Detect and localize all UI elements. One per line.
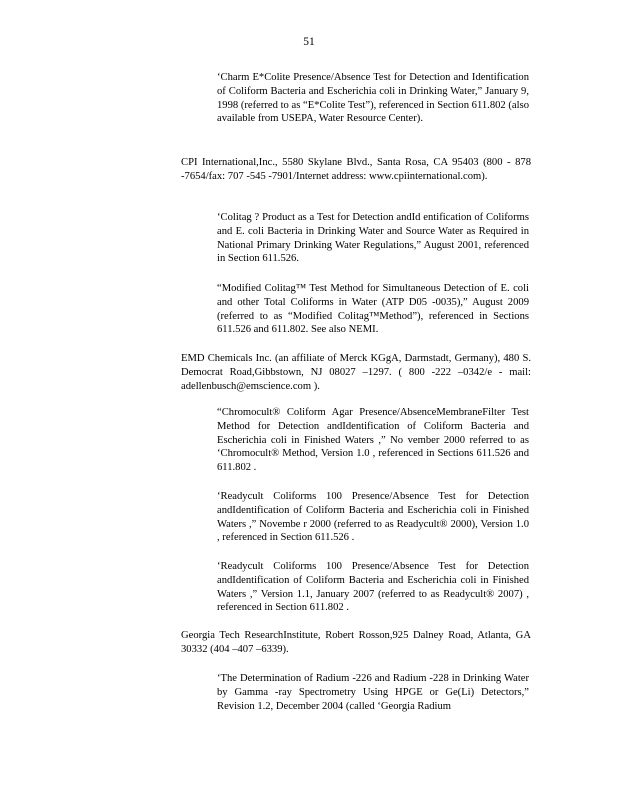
organization-cpi-international: CPI International,Inc., 5580 Skylane Blvd., Santa Rosa, CA 95403 (800 - 878 -7654/fax: 707 -545 -7901/Internet address: www.cpiinternational.com).: [181, 157, 531, 182]
organization-georgia-tech: Georgia Tech ResearchInstitute, Robert Rosson,925 Dalney Road, Atlanta, GA 30332 (404 –407 –6339).: [181, 630, 531, 655]
reference-entry-colitag: ‘Colitag ? Product as a Test for Detection andId entification of Coliforms and E. coli Bacteria in Drinking Water and Source Water as Required in National Primary Drinking Water Regulations,” August 2001, referenced in Section 611.526.: [217, 212, 529, 265]
page-number: 51: [303, 36, 315, 48]
reference-entry-readycult-2000: ‘Readycult Coliforms 100 Presence/Absence Test for Detection andIdentification of Coliform Bacteria and Escherichia coli in Finished Waters ,” Novembe r 2000 (referred to as Readycult® 2000), Version 1.0 , referenced in Section 611.526 .: [217, 491, 529, 544]
organization-emd-chemicals: EMD Chemicals Inc. (an affiliate of Merck KGgA, Darmstadt, Germany), 480 S. Democrat Road,Gibbstown, NJ 08027 –1297. ( 800 -222 –0342/e - mail: adellenbusch@emscience.com ).: [181, 353, 531, 392]
reference-entry-modified-colitag: “Modified Colitag™ Test Method for Simultaneous Detection of E. coli and other Total Coliforms in Water (ATP D05 -0035),” August 2009 (referred to as “Modified Colitag™Method”), referenced in Sections 611.526 and 611.802. See also NEMI.: [217, 283, 529, 336]
reference-entry-ecolite: ‘Charm E*Colite Presence/Absence Test for Detection and Identification of Coliform Bacteria and Escherichia coli in Drinking Water,” January 9, 1998 (referred to as “E*Colite Test”), referenced in Section 611.802 (also available from USEPA, Water Resource Center).: [217, 72, 529, 125]
reference-entry-chromocult: “Chromocult® Coliform Agar Presence/AbsenceMembraneFilter Test Method for Detection andIdentification of Coliform Bacteria and Escherichia coli in Finished Waters ,” No vember 2000 referred to as ‘Chromocult® Method, Version 1.0 , referenced in Sections 611.526 and 611.802 .: [217, 407, 529, 474]
reference-entry-georgia-radium: ‘The Determination of Radium -226 and Radium -228 in Drinking Water by Gamma -ray Spectrometry Using HPGE or Ge(Li) Detectors,” Revision 1.2, December 2004 (called ‘Georgia Radium: [217, 673, 529, 712]
reference-entry-readycult-2007: ‘Readycult Coliforms 100 Presence/Absence Test for Detection andIdentification of Coliform Bacteria and Escherichia coli in Finished Waters ,” Version 1.1, January 2007 (referred to as Readycult® 2007) , referenced in Section 611.802 .: [217, 561, 529, 614]
